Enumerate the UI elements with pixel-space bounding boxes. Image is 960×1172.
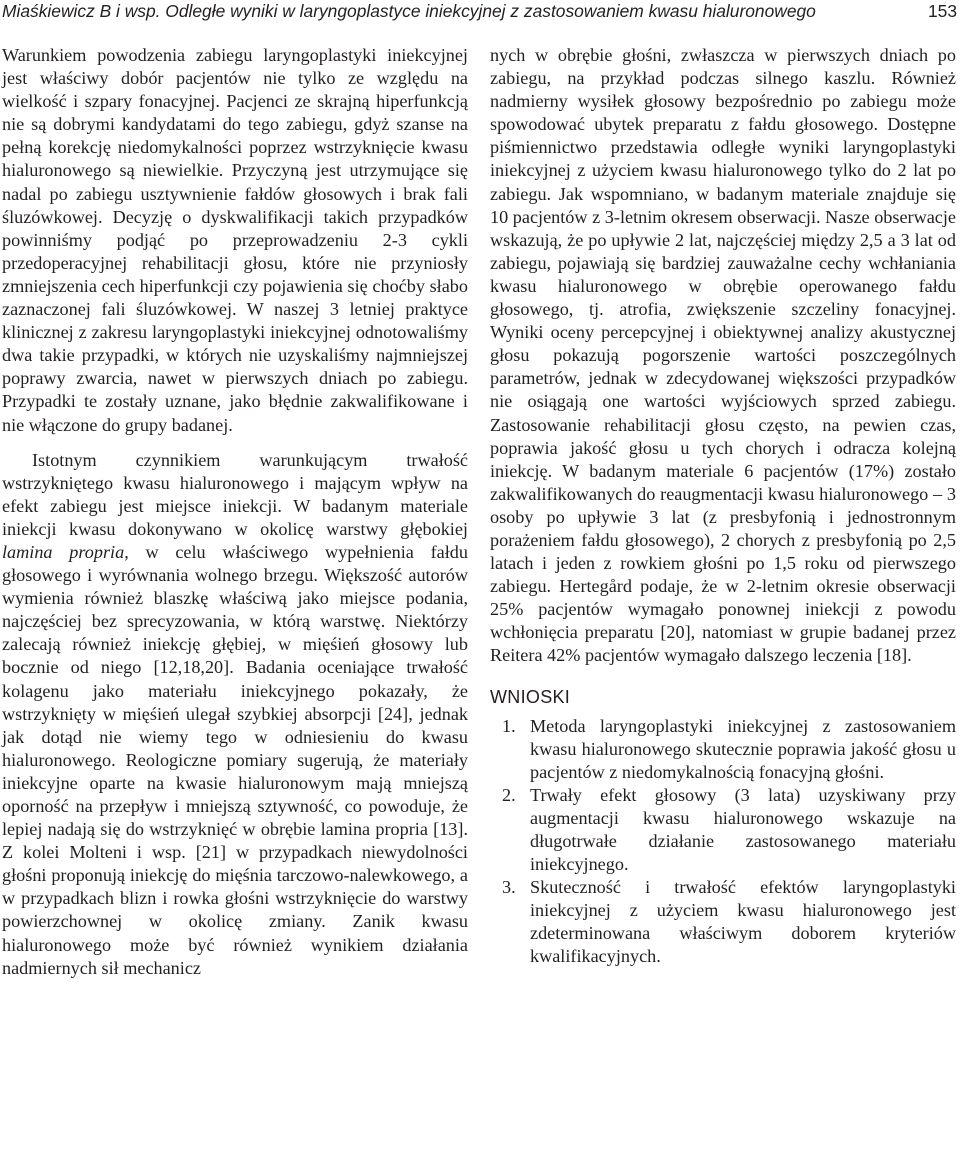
body-paragraph-patient-selection: Warunkiem powodzenia zabiegu laryngoplastyki iniekcyjnej jest właściwy dobór pacjentów nie tylko ze względu na wielkość i szpary fonacyjnej. Pacjenci ze skrajną hiperfunkcją nie są dobrymi kandydatami do tego zabiegu, gdyż szanse na pełną korekcję niedomykalności poprzez wstrzyknięcie kwasu hialuronowego są niewielkie. Przyczyną jest utrzymujące się nadal po zabiegu usztywnienie fałdów głosowych i brak fali śluzówkowej. Decyzję o dyskwalifikacji takich przypadków powinniśmy podjąć po przeprowadzeniu 2-3 cykli przedoperacyjnej rehabilitacji głosu, które nie przyniosły zmniejszenia cech hiperfunkcji czy pojawienia się choćby słabo zaznaczonej fali śluzówkowej. W naszej 3 letniej praktyce klinicznej z zakresu laryngoplastyki iniekcyjnej odnotowaliśmy dwa takie przypadki, w których nie uzyskaliśmy najmniejszej poprawy zwarcia, nawet w pierwszych dniach po zabiegu. Przypadki te zostały uznane, jako błędnie zakwalifikowane i nie włączone do grupy badanej. [2,45,468,435]
conclusion-text: Trwały efekt głosowy (3 lata) uzyskiwany przy augmentacji kwasu hialuronowego wskazuje na długotrwałe działanie zastosowanego materiału iniekcyjnego. [530,784,956,875]
running-title: Miaśkiewicz B i wsp. Odległe wyniki w laryngoplastyce iniekcyjnej z zastosowaniem kwasu hialuronowego [2,1,816,21]
body-paragraph-long-term-results: nych w obrębie głośni, zwłaszcza w pierwszych dniach po zabiegu, na przykład podczas silnego kaszlu. Również nadmierny wysiłek głosowy bezpośrednio po zabiegu może spowodować ubytek preparatu z fałdu głosowego. Dostępne piśmiennictwo przedstawia odległe wyniki laryngoplastyki iniekcyjnej z użyciem kwasu hialuronowego tylko do 2 lat po zabiegu. Jak wspomniano, w badanym materiale znajduje się 10 pacjentów z 3-letnim okresem obserwacji. Nasze obserwacje wskazują, że po upływie 2 lat, najczęściej między 2,5 a 3 lat od zabiegu, pojawiają się bardziej zauważalne cechy wchłaniania kwasu hialuronowego w obrębie operowanego fałdu głosowego, tj. atrofia, zwiększenie szczeliny fonacyjnej. Wyniki oceny percepcyjnej i obiektywnej analizy akustycznej głosu pokazują pogorszenie wartości poszczególnych parametrów, jednak w zdecydowanej większości przypadków nie osiągają one wartości wyjściowych sprzed zabiegu. Zastosowanie rehabilitacji głosu często, na pewien czas, poprawia jakość głosu u tych chorych i odracza kolejną iniekcję. W badanym materiale 6 pacjentów (17%) zostało zakwalifikowanych do reaugmentacji kwasu hialuronowego – 3 osoby po upływie 3 lat (z presbyfonią i jednostronnym porażeniem fałdu głosowego), 2 chorych z presbyfonią po 2,5 latach i jeden z rowkiem głośni po 1,5 roku od pierwszego zabiegu. Hertegård podaje, że w 2-letnim okresie obserwacji 25% pacjentów wymagało ponownej iniekcji z powodu wchłonięcia preparatu [20], natomiast w grupie badanej przez Reitera 42% pacjentów wymagało dalszego leczenia [18]. [490,45,956,666]
running-header [2,0,957,22]
conclusion-number: 2. [502,784,516,805]
paragraph-text: Istotnym czynnikiem warunkującym trwałość wstrzykniętego kwasu hialuronowego i mającym wpływ na efekt zabiegu jest miejsce iniekcji. W badanym materiale iniekcji kwasu dokonywano w okolicę warstwy głębokiej [2,449,468,539]
conclusion-text: Metoda laryngoplastyki iniekcyjnej z zastosowaniem kwasu hialuronowego skutecznie poprawia jakość głosu u pacjentów z niedomykalnością fonacyjną głośni. [530,715,956,782]
left-column [2,44,468,980]
paragraph-text: , w celu właściwego wypełnienia fałdu głosowego i wyrównania wolnego brzegu. Większość autorów wymienia również blaszkę właściwą jako miejsce podania, najczęściej bez sprecyzowania, w którą warstwę. Niektórzy zalecają również iniekcję głębiej, w mięśień głosowy lub bocznie od niego [12,18,20]. Badania oceniające trwałość kolagenu jako materiału iniekcyjnego pokazały, że wstrzyknięty w mięśień ulegał szybkiej absorpcji [24], jednak jak dotąd nie wiemy tego w odniesieniu do kwasu hialuronowego. Reologiczne pomiary sugerują, że materiały iniekcyjne oparte na kwasie hialuronowym mają mniejszą oporność na przepływ i mniejszą sztywność, co powoduje, że lepiej nadają się do wstrzyknięć w obrębie lamina propria [13]. Z kolei Molteni i wsp. [21] w przypadkach niewydolności głośni proponują iniekcję do mięśnia tarczowo-nalewkowego, a w przypadkach blizn i rowka głośni wstrzyknięcie do warstwy powierzchownej w okolicę zmiany. Zanik kwasu hialuronowego może być również wynikiem działania nadmiernych sił mechanicz [2,541,468,978]
page-number: 153 [927,1,957,21]
italic-term: lamina propria [2,541,125,562]
conclusions-list [490,715,956,969]
conclusion-number: 1. [502,715,516,736]
conclusion-text: Skuteczność i trwałość efektów laryngoplastyki iniekcyjnej z użyciem kwasu hialuronowego jest zdeterminowana właściwym doborem kryteriów kwalifikacyjnych. [530,877,956,967]
right-column [490,44,956,969]
conclusion-item [490,784,956,876]
section-heading-conclusions: WNIOSKI [490,686,571,707]
conclusion-number: 3. [502,877,516,898]
body-paragraph-injection-site [2,449,468,980]
conclusion-item [490,715,956,784]
conclusion-item [490,876,956,968]
